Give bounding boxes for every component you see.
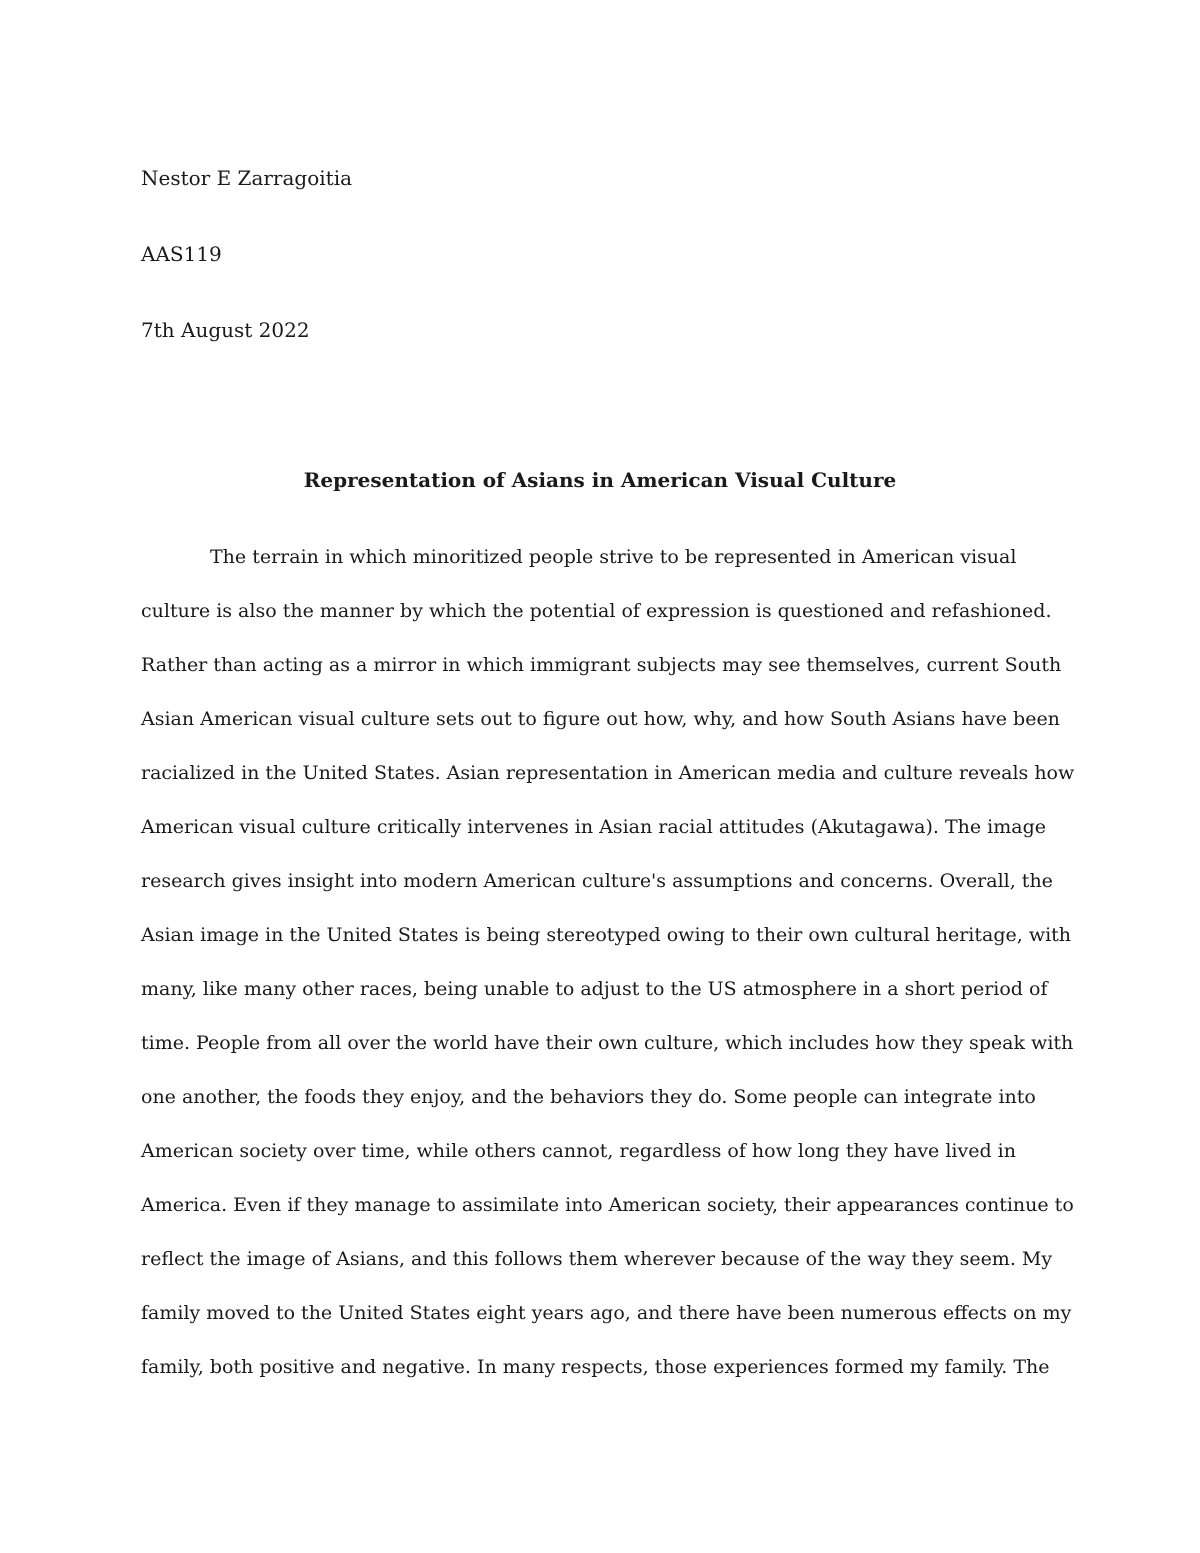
body-line: American visual culture critically intervenes in Asian racial attitudes (Akutagawa). The image	[141, 816, 1047, 838]
body-line: culture is also the manner by which the potential of expression is questioned and refashioned.	[141, 600, 1052, 622]
body-line: time. People from all over the world have their own culture, which includes how they speak with	[141, 1032, 1074, 1054]
body-line: many, like many other races, being unable to adjust to the US atmosphere in a short period of	[141, 978, 1048, 1000]
body-line: America. Even if they manage to assimilate into American society, their appearances continue to	[141, 1194, 1074, 1216]
body-line: reflect the image of Asians, and this follows them wherever because of the way they seem. My	[141, 1248, 1053, 1270]
body-line: Asian image in the United States is being stereotyped owing to their own cultural heritage, with	[141, 924, 1072, 946]
body-line: Rather than acting as a mirror in which immigrant subjects may see themselves, current South	[141, 654, 1062, 676]
body-line: The terrain in which minoritized people strive to be represented in American visual	[210, 546, 1017, 568]
course-code: AAS119	[141, 242, 222, 266]
essay-date: 7th August 2022	[141, 318, 310, 342]
body-line: racialized in the United States. Asian representation in American media and culture reveals how	[141, 762, 1075, 784]
body-line: family moved to the United States eight years ago, and there have been numerous effects on my	[141, 1302, 1072, 1324]
body-line: one another, the foods they enjoy, and the behaviors they do. Some people can integrate into	[141, 1086, 1036, 1108]
body-line: research gives insight into modern American culture's assumptions and concerns. Overall, the	[141, 870, 1053, 892]
author-name: Nestor E Zarragoitia	[141, 166, 353, 190]
body-line: Asian American visual culture sets out to figure out how, why, and how South Asians have been	[141, 708, 1060, 730]
essay-body	[141, 530, 1075, 1394]
body-line: American society over time, while others cannot, regardless of how long they have lived in	[141, 1140, 1016, 1162]
body-line: family, both positive and negative. In many respects, those experiences formed my family. The	[141, 1356, 1050, 1378]
essay-title: Representation of Asians in American Visual Culture	[303, 468, 897, 492]
